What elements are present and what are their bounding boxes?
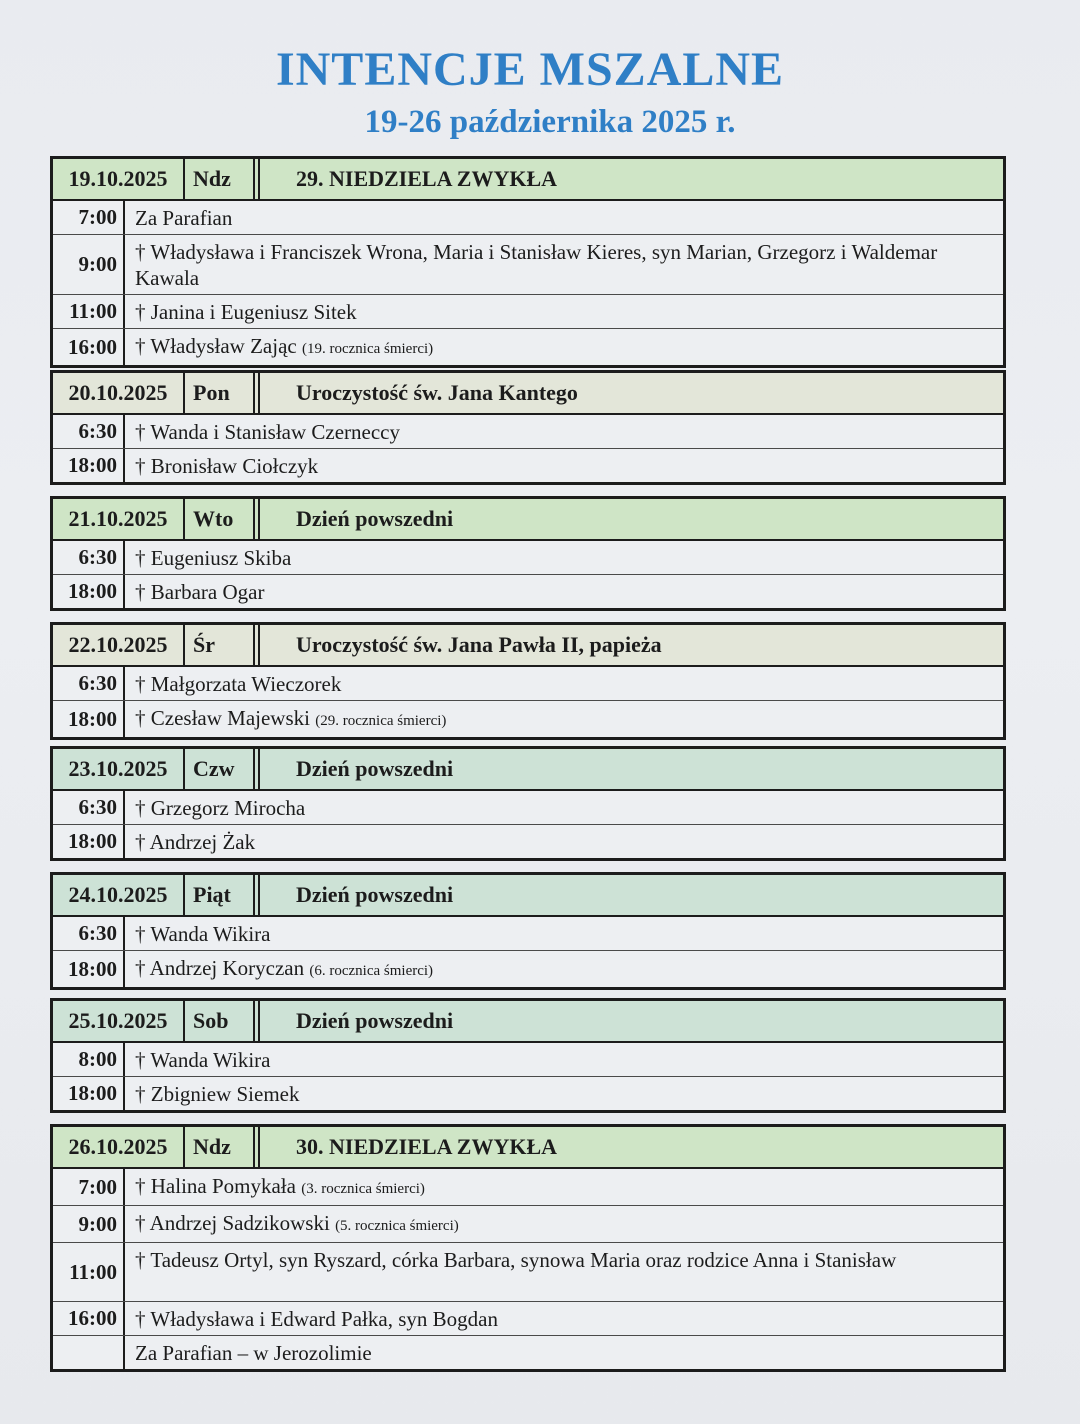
intention-text: † Andrzej Żak [135,830,256,854]
mass-row [53,415,1003,448]
mass-intention [125,235,1003,294]
anniversary-note: (5. rocznica śmierci) [335,1218,459,1234]
intention-text: † Janina i Eugeniusz Sitek [135,300,357,324]
mass-time: 18:00 [53,575,125,608]
mass-row [53,917,1003,950]
feast-name: Dzień powszedni [258,1001,1003,1041]
mass-row [53,1169,1003,1205]
anniversary-note: (6. rocznica śmierci) [309,963,434,979]
day-of-week: Piąt [185,875,255,915]
mass-intention [125,1243,1003,1301]
mass-time: 18:00 [53,951,125,987]
day-of-week: Czw [185,749,255,789]
day-block [50,496,1006,611]
mass-row [53,791,1003,824]
mass-intention [125,1336,1003,1369]
day-of-week: Wto [185,499,255,539]
day-of-week: Ndz [185,159,255,199]
day-of-week: Śr [185,625,255,665]
mass-time: 7:00 [53,1169,125,1205]
page-title: INTENCJE MSZALNE [275,43,785,96]
day-date: 22.10.2025 [53,625,185,665]
mass-row [53,824,1003,858]
intention-text: † Grzegorz Mirocha [135,796,306,820]
day-header [53,1127,1003,1169]
anniversary-note: (19. rocznica śmierci) [301,341,434,357]
mass-intention [125,951,1003,987]
feast-name: Dzień powszedni [258,749,1003,789]
mass-time: 18:00 [53,701,125,737]
mass-intention [125,415,1003,448]
mass-time: 11:00 [53,295,125,328]
day-header [53,749,1003,791]
intention-text: † Zbigniew Siemek [135,1082,300,1106]
mass-row [53,1301,1003,1335]
mass-time: 6:30 [53,415,125,448]
mass-intention [125,295,1003,328]
day-block [50,872,1006,990]
day-block [50,1124,1006,1372]
mass-time [53,1336,125,1369]
mass-intention [125,541,1003,574]
day-block [50,746,1006,861]
mass-intention [125,917,1003,950]
day-block [50,156,1006,368]
day-block [50,370,1006,485]
mass-time: 6:30 [53,541,125,574]
intention-text: † Wanda i Stanisław Czerneccy [135,420,401,444]
mass-time: 16:00 [53,1302,125,1335]
mass-intention [125,667,1003,700]
intention-text: † Andrzej Koryczan [135,956,305,980]
intention-text: † Barbara Ogar [135,580,265,604]
feast-name: Uroczystość św. Jana Kantego [258,373,1003,413]
mass-row [53,950,1003,987]
mass-intention [125,701,1003,737]
mass-intention [125,201,1003,234]
feast-name: Dzień powszedni [258,875,1003,915]
intention-text: † Władysława i Franciszek Wrona, Maria i Stanisław Kieres, syn Marian, Grzegorz i Waldemar Kawala [135,240,938,290]
feast-name: 30. NIEDZIELA ZWYKŁA [258,1127,1003,1167]
day-header [53,625,1003,667]
day-date: 21.10.2025 [53,499,185,539]
day-header [53,499,1003,541]
mass-row [53,201,1003,234]
mass-time: 9:00 [53,235,125,294]
day-of-week: Sob [185,1001,255,1041]
day-header [53,373,1003,415]
mass-time: 16:00 [53,329,125,365]
mass-time: 8:00 [53,1043,125,1076]
day-block [50,622,1006,740]
mass-row [53,1043,1003,1076]
mass-intention [125,825,1003,858]
day-date: 23.10.2025 [53,749,185,789]
intention-text: † Halina Pomykała [135,1174,296,1198]
feast-name: Uroczystość św. Jana Pawła II, papieża [258,625,1003,665]
mass-intention [125,791,1003,824]
intention-text: † Władysław Zając [135,334,297,358]
intention-text: † Wanda Wikira [135,1048,271,1072]
mass-time: 7:00 [53,201,125,234]
mass-time: 9:00 [53,1206,125,1242]
mass-time: 6:30 [53,791,125,824]
mass-intention [125,1169,1003,1205]
feast-name: Dzień powszedni [258,499,1003,539]
day-date: 24.10.2025 [53,875,185,915]
day-of-week: Pon [185,373,255,413]
intention-text: † Eugeniusz Skiba [135,546,292,570]
intention-text: † Władysława i Edward Pałka, syn Bogdan [135,1307,498,1331]
mass-row [53,700,1003,737]
mass-row [53,294,1003,328]
mass-time: 6:30 [53,667,125,700]
anniversary-note: (3. rocznica śmierci) [301,1181,425,1197]
intention-text: † Andrzej Sadzikowski [135,1211,330,1235]
mass-row [53,1242,1003,1301]
mass-intention [125,329,1003,365]
mass-time: 6:30 [53,917,125,950]
mass-row [53,1076,1003,1110]
day-header [53,1001,1003,1043]
intention-text: † Małgorzata Wieczorek [135,672,342,696]
intention-text: † Bronisław Ciołczyk [135,454,319,478]
day-header [53,159,1003,201]
mass-row [53,667,1003,700]
mass-intention [125,1206,1003,1242]
day-header [53,875,1003,917]
intention-text: † Czesław Majewski [135,706,310,730]
mass-intention [125,575,1003,608]
mass-intention [125,1043,1003,1076]
feast-name: 29. NIEDZIELA ZWYKŁA [258,159,1003,199]
intention-text: † Tadeusz Ortyl, syn Ryszard, córka Barbara, synowa Maria oraz rodzice Anna i Stanisław [135,1248,897,1272]
day-date: 26.10.2025 [53,1127,185,1167]
day-date: 19.10.2025 [53,159,185,199]
page-subtitle: 19-26 października 2025 r. [364,104,736,140]
mass-intention [125,449,1003,482]
mass-row [53,448,1003,482]
day-block [50,998,1006,1113]
intention-text: † Wanda Wikira [135,922,271,946]
mass-time: 11:00 [53,1243,125,1301]
mass-time: 18:00 [53,1077,125,1110]
intention-text: Za Parafian – w Jerozolimie [135,1341,372,1365]
intention-text: Za Parafian [135,206,233,230]
mass-intention [125,1077,1003,1110]
day-date: 20.10.2025 [53,373,185,413]
anniversary-note: (29. rocznica śmierci) [315,713,447,729]
mass-row [53,328,1003,365]
mass-row [53,574,1003,608]
mass-intention [125,1302,1003,1335]
mass-row [53,234,1003,294]
mass-row [53,1335,1003,1369]
mass-time: 18:00 [53,825,125,858]
mass-row [53,1205,1003,1242]
mass-row [53,541,1003,574]
mass-time: 18:00 [53,449,125,482]
day-of-week: Ndz [185,1127,255,1167]
day-date: 25.10.2025 [53,1001,185,1041]
